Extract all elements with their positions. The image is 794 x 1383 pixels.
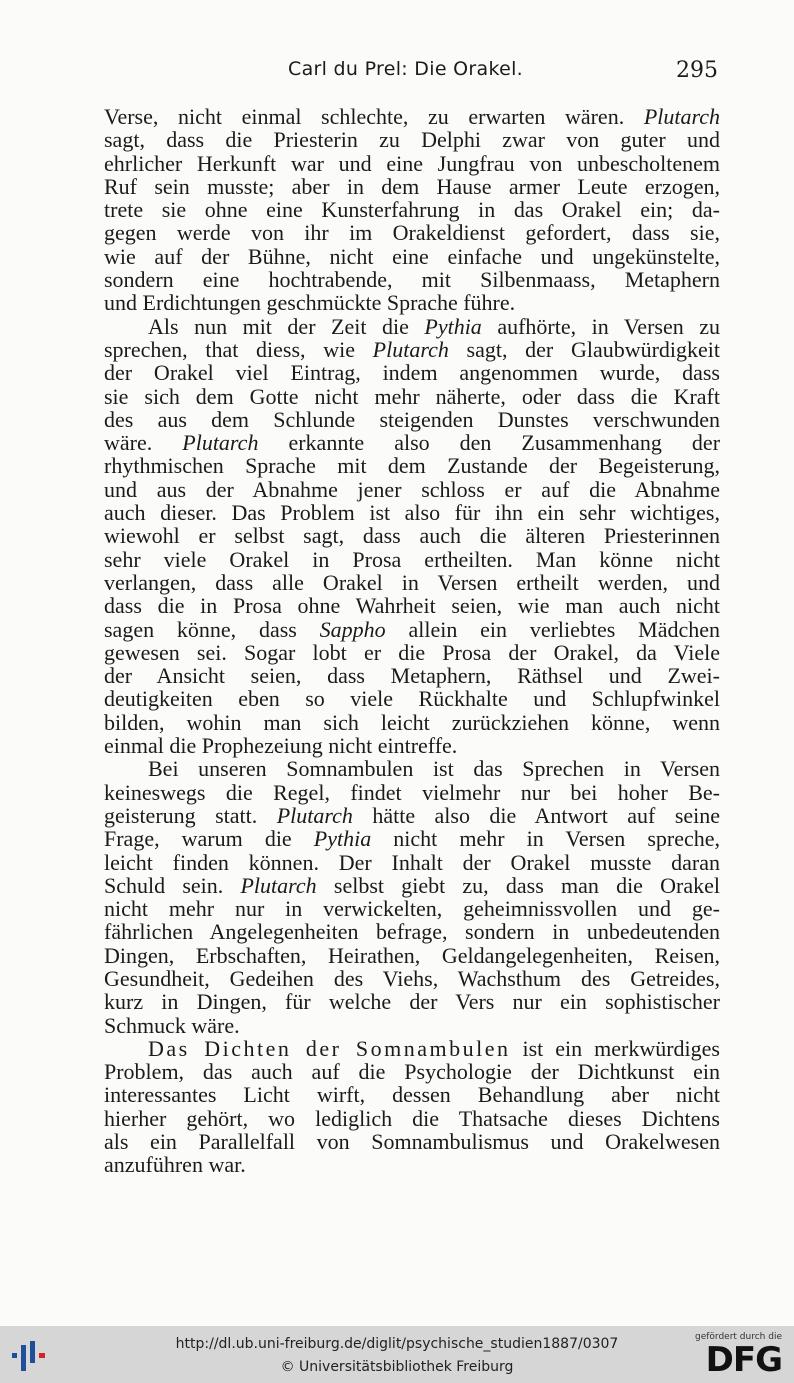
text-line: Das Dichten der Somnambulen ist ein merkwürdiges (148, 1035, 720, 1061)
text-line: sie sich dem Gotte nicht mehr näherte, oder dass die Kraft (104, 383, 720, 409)
funding-note: gefördert durch die (695, 1332, 782, 1342)
text-line: des aus dem Schlunde steigenden Dunstes verschwunden (104, 406, 720, 432)
page-number: 295 (676, 58, 718, 83)
text-line: als ein Parallelfall von Somnambulismus und Orakelwesen (104, 1129, 720, 1155)
name-plutarch: Plutarch (643, 104, 721, 129)
text-line: interessantes Licht wirft, dessen Behandlung aber nicht (104, 1082, 720, 1108)
name-plutarch: Plutarch (372, 336, 449, 362)
name-plutarch: Plutarch (182, 430, 259, 456)
page-header (104, 56, 720, 88)
name-pythia: Pythia (424, 313, 482, 339)
text-line: bilden, wohin man sich leicht zurückziehen könne, wenn (104, 709, 720, 735)
text-line: sondern eine hochtrabende, mit Silbenmaass, Metaphern (104, 267, 720, 293)
text-line: keineswegs die Regel, findet vielmehr nur bei hoher Be- (104, 779, 720, 805)
text-line: einmal die Prophezeiung nicht eintreffe. (104, 733, 458, 759)
text-line: wie auf der Bühne, nicht eine einfache und ungekünstelte, (104, 243, 720, 269)
text-line: Bei unseren Somnambulen ist das Sprechen in Versen (148, 756, 720, 782)
text-line: auch dieser. Das Problem ist also für ihn ein sehr wichtiges, (104, 500, 720, 526)
text-line: Verse, nicht einmal schlechte, zu erwarten wären. Plutarch (104, 104, 721, 129)
emphasized-phrase: Das Dichten der Somnambulen (148, 1035, 511, 1061)
dfg-logo: DFG (705, 1340, 782, 1380)
running-title: Carl du Prel: Die Orakel. (288, 58, 523, 80)
text-line: der Ansicht seien, dass Metaphern, Räthsel und Zwei- (104, 663, 720, 689)
text-line: leicht finden können. Der Inhalt der Orakel musste daran (104, 849, 720, 875)
name-pythia: Pythia (313, 826, 372, 852)
text-line: sagt, dass die Priesterin zu Delphi zwar von guter und (104, 127, 720, 153)
name-plutarch: Plutarch (276, 802, 353, 828)
footer-bar (0, 1326, 794, 1383)
text-line: Schuld sein. Plutarch selbst giebt zu, dass man die Orakel (104, 872, 721, 898)
text-line: anzuführen war. (104, 1152, 246, 1178)
text-line: trete sie ohne eine Kunsterfahrung in das Orakel ein; da- (104, 197, 720, 223)
text-line: verlangen, dass alle Orakel in Versen ertheilt werden, und (104, 569, 720, 595)
text-line: Gesundheit, Gedeihen des Viehs, Wachsthum des Getreides, (104, 965, 720, 991)
text-line: hierher gehört, wo lediglich die Thatsache dieses Dichtens (104, 1105, 720, 1131)
text-line: Frage, warum die Pythia nicht mehr in Versen spreche, (104, 826, 721, 852)
source-url-link[interactable]: http://dl.ub.uni-freiburg.de/diglit/psychische_studien1887/0307 (175, 1336, 619, 1352)
text-line: Problem, das auch auf die Psychologie der Dichtkunst ein (104, 1059, 720, 1085)
text-line: deutigkeiten eben so viele Rückhalte und Schlupfwinkel (104, 686, 720, 712)
text-line: Ruf sein musste; aber in dem Hause armer Leute erzogen, (104, 173, 720, 199)
text-line: wiewohl er selbst sagt, dass auch die älteren Priesterinnen (104, 523, 720, 549)
text-line: sagen könne, dass Sappho allein ein verliebtes Mädchen (104, 616, 721, 642)
name-sappho: Sappho (319, 616, 386, 642)
text-line: geisterung statt. Plutarch hätte also die Antwort auf seine (104, 802, 721, 828)
text-line: gegen werde von ihr im Orakeldienst gefordert, dass sie, (104, 220, 720, 246)
text-line: Schmuck wäre. (104, 1012, 240, 1038)
text-line: gewesen sei. Sogar lobt er die Prosa der Orakel, da Viele (104, 639, 720, 665)
text-line: nicht mehr nur in verwickelten, geheimnissvollen und ge- (104, 896, 720, 922)
text-line: Dingen, Erbschaften, Heirathen, Geldangelegenheiten, Reisen, (104, 942, 720, 968)
text-line: sprechen, that diess, wie Plutarch sagt, der Glaubwürdigkeit (104, 336, 721, 362)
body-text (104, 105, 720, 1177)
name-plutarch: Plutarch (240, 872, 317, 898)
text-line: rhythmischen Sprache mit dem Zustande der Begeisterung, (104, 453, 720, 479)
text-line: sehr viele Orakel in Prosa ertheilten. Man könne nicht (104, 546, 720, 572)
text-line: wäre. Plutarch erkannte also den Zusammenhang der (104, 430, 721, 456)
text-line: und Erdichtungen geschmückte Sprache führe. (104, 290, 516, 316)
copyright-notice: © Universitätsbibliothek Freiburg (280, 1359, 514, 1375)
text-line: der Orakel viel Eintrag, indem angenommen wurde, dass (104, 360, 720, 386)
text-line: und aus der Abnahme jener schloss er auf die Abnahme (104, 476, 720, 502)
text-line: ehrlicher Herkunft war und eine Jungfrau von unbescholtenem (104, 150, 720, 176)
text-line: Als nun mit der Zeit die Pythia aufhörte, in Versen zu (148, 313, 721, 339)
text-line: kurz in Dingen, für welche der Vers nur ein sophistischer (104, 989, 720, 1015)
text-line: dass die in Prosa ohne Wahrheit seien, wie man auch nicht (104, 593, 720, 619)
text-line: fährlichen Angelegenheiten befrage, sondern in unbedeutenden (104, 919, 720, 945)
